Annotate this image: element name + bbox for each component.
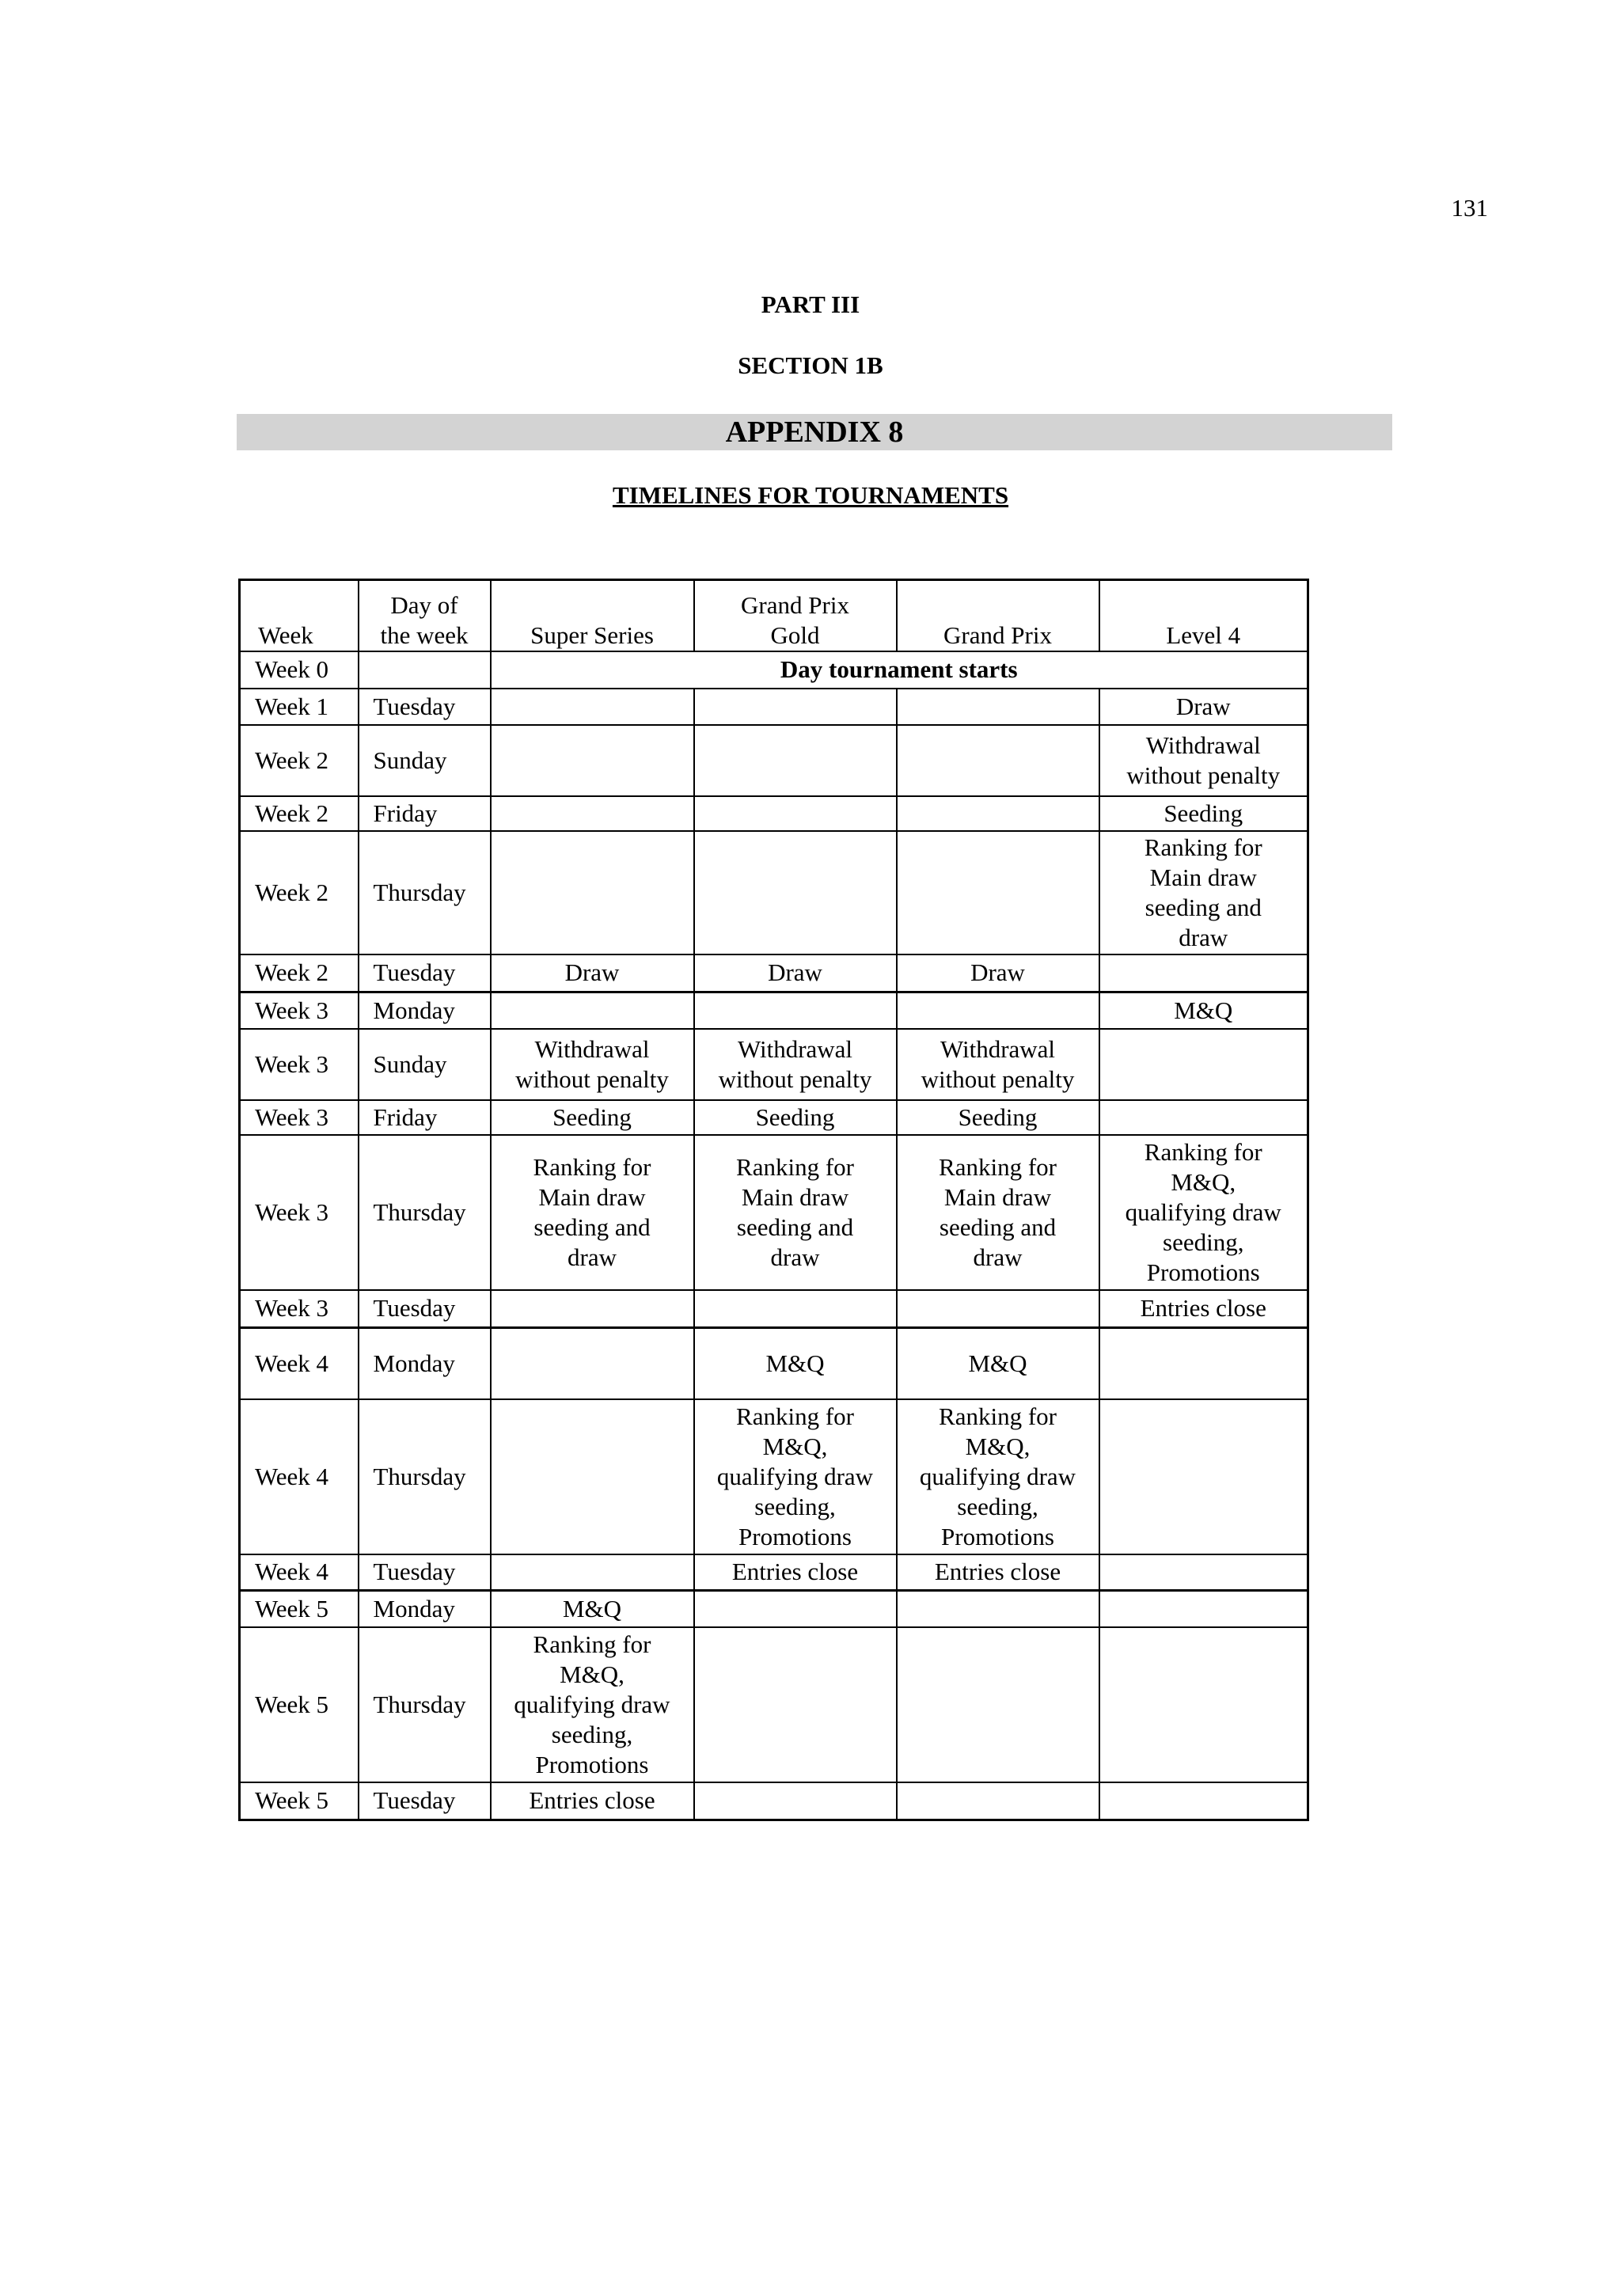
header-day [359,580,491,651]
table-row [240,1554,1308,1591]
cell-grand-prix: Draw [897,954,1099,992]
cell-grand-prix-gold: Entries close [694,1554,897,1591]
cell-grand-prix-gold [694,992,897,1029]
cell-grand-prix [897,1627,1099,1782]
cell-grand-prix-gold [694,689,897,725]
table-row [240,1328,1308,1399]
cell-week: Week 2 [240,796,359,831]
cell-day: Friday [359,796,491,831]
cell-level-4 [1099,1554,1308,1591]
cell-week: Week 4 [240,1399,359,1554]
cell-grand-prix [897,1135,1099,1290]
cell-grand-prix [897,1290,1099,1328]
cell-line: qualifying draw [919,1462,1076,1490]
cell-week: Week 4 [240,1554,359,1591]
cell-week: Week 2 [240,725,359,796]
header-super-series: Super Series [491,580,694,651]
page-number: 131 [1451,194,1488,222]
cell-line: draw [770,1243,820,1271]
cell-grand-prix: M&Q [897,1328,1099,1399]
cell-week: Week 3 [240,1290,359,1328]
cell-grand-prix-gold [694,1627,897,1782]
cell-level-4 [1099,1135,1308,1290]
cell-day: Thursday [359,1399,491,1554]
cell-grand-prix-gold [694,1290,897,1328]
cell-super-series [491,796,694,831]
cell-day: Friday [359,1100,491,1135]
cell-day: Monday [359,992,491,1029]
cell-line: Ranking for [533,1630,651,1658]
cell-week: Week 3 [240,992,359,1029]
cell-day: Monday [359,1328,491,1399]
header-gpg-line1: Grand Prix [741,590,849,619]
table-row [240,1100,1308,1135]
cell-week: Week 2 [240,954,359,992]
cell-line: qualifying draw [716,1462,874,1490]
header-week: Week [240,580,359,651]
cell-grand-prix [897,1399,1099,1554]
cell-line: Withdrawal [1145,731,1261,759]
section-heading: SECTION 1B [738,351,883,379]
cell-line: Ranking for [939,1402,1057,1430]
cell-line: Promotions [1146,1258,1260,1286]
cell-super-series [491,1399,694,1554]
cell-day-tournament-starts: Day tournament starts [491,651,1308,689]
header-grand-prix: Grand Prix [897,580,1099,651]
table-row [240,831,1308,954]
cell-line: draw [568,1243,617,1271]
cell-line: seeding, [754,1492,836,1520]
cell-line: seeding and [533,1213,651,1241]
cell-super-series [491,725,694,796]
cell-level-4: Seeding [1099,796,1308,831]
cell-grand-prix [897,1029,1099,1100]
table-row [240,992,1308,1029]
cell-line: Ranking for [939,1152,1057,1181]
table-header-row [240,580,1308,651]
header-grand-prix-gold [694,580,897,651]
cell-level-4 [1099,1328,1308,1399]
table-row [240,1135,1308,1290]
cell-week: Week 5 [240,1627,359,1782]
cell-week: Week 4 [240,1328,359,1399]
cell-week: Week 3 [240,1100,359,1135]
cell-line: Ranking for [736,1152,854,1181]
cell-super-series: Entries close [491,1782,694,1820]
cell-line: Promotions [941,1522,1054,1550]
cell-grand-prix [897,831,1099,954]
cell-grand-prix [897,992,1099,1029]
timelines-table [238,579,1309,1821]
cell-day: Thursday [359,1135,491,1290]
cell-line: Ranking for [1144,1137,1262,1166]
cell-day: Tuesday [359,1554,491,1591]
cell-day: Monday [359,1591,491,1627]
cell-level-4 [1099,954,1308,992]
cell-level-4: M&Q [1099,992,1308,1029]
cell-grand-prix: Seeding [897,1100,1099,1135]
cell-grand-prix [897,1591,1099,1627]
table-row [240,796,1308,831]
cell-super-series [491,1135,694,1290]
table-row-week-0 [240,651,1308,689]
cell-day: Tuesday [359,954,491,992]
cell-day: Tuesday [359,689,491,725]
cell-line: seeding and [736,1213,854,1241]
cell-week: Week 0 [240,651,359,689]
cell-super-series: M&Q [491,1591,694,1627]
cell-line: Main draw [943,1182,1052,1211]
cell-week: Week 5 [240,1782,359,1820]
cell-level-4 [1099,1100,1308,1135]
table-row [240,1627,1308,1782]
cell-grand-prix-gold: M&Q [694,1328,897,1399]
cell-line: M&Q, [1171,1167,1236,1196]
cell-line: seeding, [1163,1228,1244,1256]
cell-line: qualifying draw [1125,1197,1281,1226]
cell-day: Thursday [359,831,491,954]
cell-day: Sunday [359,725,491,796]
cell-line: seeding and [939,1213,1057,1241]
cell-line: qualifying draw [514,1690,670,1718]
table-row [240,954,1308,992]
cell-grand-prix-gold [694,1591,897,1627]
cell-grand-prix-gold [694,831,897,954]
cell-grand-prix-gold [694,1135,897,1290]
cell-level-4 [1099,1782,1308,1820]
cell-grand-prix-gold [694,1399,897,1554]
cell-line: M&Q, [965,1432,1031,1460]
cell-line: without penalty [1126,761,1281,789]
cell-level-4 [1099,1399,1308,1554]
appendix-title: APPENDIX 8 [237,414,1392,450]
cell-line: Ranking for [1144,833,1262,861]
cell-line: Withdrawal [737,1034,853,1063]
cell-grand-prix [897,725,1099,796]
cell-level-4 [1099,831,1308,954]
cell-line: draw [973,1243,1023,1271]
header-day-line2: the week [380,620,469,649]
cell-week: Week 5 [240,1591,359,1627]
table-row [240,1591,1308,1627]
cell-week: Week 1 [240,689,359,725]
cell-super-series [491,1554,694,1591]
cell-level-4 [1099,1029,1308,1100]
cell-week: Week 3 [240,1135,359,1290]
cell-line: Ranking for [736,1402,854,1430]
cell-week: Week 2 [240,831,359,954]
cell-line: seeding and [1145,893,1262,921]
header-gpg-line2: Gold [770,620,820,649]
cell-day [359,651,491,689]
cell-level-4 [1099,1627,1308,1782]
cell-super-series [491,1029,694,1100]
cell-super-series [491,831,694,954]
cell-grand-prix-gold [694,796,897,831]
cell-grand-prix [897,1782,1099,1820]
table-row [240,1290,1308,1328]
cell-grand-prix-gold [694,1782,897,1820]
table-row [240,725,1308,796]
cell-level-4: Entries close [1099,1290,1308,1328]
part-heading: PART III [761,290,860,318]
cell-grand-prix-gold [694,725,897,796]
header-level-4: Level 4 [1099,580,1308,651]
cell-level-4 [1099,725,1308,796]
cell-line: Ranking for [533,1152,651,1181]
cell-line: Promotions [738,1522,852,1550]
cell-super-series: Draw [491,954,694,992]
cell-level-4 [1099,1591,1308,1627]
header-day-line1: Day of [390,590,458,619]
cell-super-series [491,1290,694,1328]
cell-line: draw [1179,923,1228,951]
cell-day: Tuesday [359,1782,491,1820]
cell-line: Main draw [741,1182,849,1211]
cell-week: Week 3 [240,1029,359,1100]
cell-super-series [491,689,694,725]
table-row [240,689,1308,725]
document-subtitle: TIMELINES FOR TOURNAMENTS [612,481,1009,509]
cell-grand-prix [897,796,1099,831]
cell-line: without penalty [718,1065,872,1093]
cell-line: M&Q, [762,1432,828,1460]
cell-line: without penalty [921,1065,1075,1093]
cell-day: Tuesday [359,1290,491,1328]
cell-grand-prix-gold: Seeding [694,1100,897,1135]
cell-line: seeding, [957,1492,1038,1520]
cell-super-series [491,1328,694,1399]
cell-line: Withdrawal [940,1034,1056,1063]
cell-day: Thursday [359,1627,491,1782]
cell-line: seeding, [551,1720,633,1748]
cell-line: Main draw [538,1182,646,1211]
table-row [240,1399,1308,1554]
cell-super-series [491,1627,694,1782]
cell-super-series [491,992,694,1029]
cell-super-series: Seeding [491,1100,694,1135]
cell-level-4: Draw [1099,689,1308,725]
cell-day: Sunday [359,1029,491,1100]
cell-line: without penalty [515,1065,669,1093]
cell-grand-prix-gold: Draw [694,954,897,992]
cell-line: Withdrawal [534,1034,650,1063]
cell-line: Promotions [535,1750,649,1778]
cell-grand-prix: Entries close [897,1554,1099,1591]
cell-line: M&Q, [560,1660,624,1688]
table-row [240,1029,1308,1100]
table-row [240,1782,1308,1820]
cell-line: Main draw [1149,863,1257,891]
cell-grand-prix [897,689,1099,725]
cell-grand-prix-gold [694,1029,897,1100]
